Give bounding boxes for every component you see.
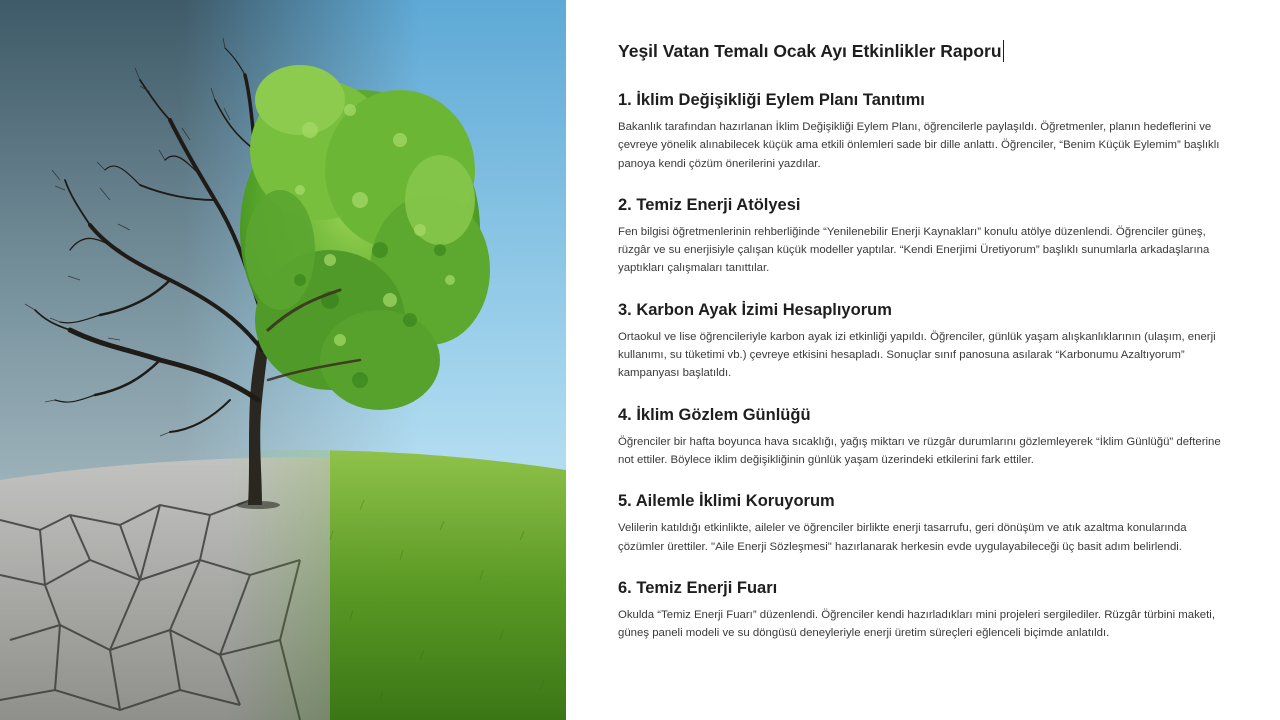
climate-contrast-tree-image — [0, 0, 566, 720]
section-heading: 1. İklim Değişikliği Eylem Planı Tanıtımı — [618, 91, 925, 109]
report-section — [618, 90, 1224, 173]
report-section — [618, 405, 1224, 470]
section-heading: 5. Ailemle İklimi Koruyorum — [618, 492, 835, 511]
section-body: Öğrenciler bir hafta boyunca hava sıcaklığı, yağış miktarı ve rüzgâr durumlarını gözlemleyerek “İklim Günlüğü” defterine not ettiler. Böylece iklim değişikliğinin günlük yaşam üzerindeki etkilerini fark ettiler. — [618, 435, 1221, 466]
section-body: Fen bilgisi öğretmenlerinin rehberliğinde “Yenilenebilir Enerji Kaynakları” konulu atölye düzenlendi. Öğrenciler güneş, rüzgâr ve su enerjisiyle çalışan küçük modeller yaptılar. “Kendi Enerjimi Üretiyorum” başlıklı sunumlarla arkadaşlarına yaptıkları çalışmaları tanıttılar. — [618, 225, 1210, 275]
section-body: Velilerin katıldığı etkinlikte, aileler ve öğrenciler birlikte enerji tasarrufu, geri dönüşüm ve atık azaltma konularında çözümler ürettiler. "Aile Enerji Sözleşmesi" hazırlanarak herkesin evde uygulayabileceği üç basit adım belirlendi. — [618, 522, 1187, 553]
tree-illustration-svg — [0, 0, 566, 720]
report-section — [618, 491, 1224, 556]
section-heading: 4. İklim Gözlem Günlüğü — [618, 405, 811, 424]
report-section — [618, 300, 1224, 383]
section-heading: 3. Karbon Ayak İzimi Hesaplıyorum — [618, 300, 892, 319]
section-body: Ortaokul ve lise öğrencileriyle karbon ayak izi etkinliği yapıldı. Öğrenciler, günlük yaşam alışkanlıklarının (ulaşım, enerji kullanımı, su tüketimi vb.) çevreye etkisini hesapladı. Sonuçlar sınıf panosuna asılarak “Karbonumu Azaltıyorum” kampanyası başlatıldı. — [618, 330, 1216, 380]
report-title[interactable]: Yeşil Vatan Temalı Ocak Ayı Etkinlikler Raporu — [618, 41, 1002, 61]
section-heading: 2. Temiz Enerji Atölyesi — [618, 195, 801, 214]
section-body: Bakanlık tarafından hazırlanan İklim Değişikliği Eylem Planı, öğrencilerle paylaşıldı. Öğretmenler, planın hedeflerini ve çevreye yönelik alınabilecek küçük ama etkili önlemleri sade bir dille anlattı. Öğrenciler, “Benim Küçük Eylemim” başlıklı panoya kendi çözüm önerilerini yazdılar. — [618, 121, 1220, 170]
report-section — [618, 578, 1224, 643]
section-heading: 6. Temiz Enerji Fuarı — [618, 578, 778, 597]
report-section — [618, 195, 1224, 278]
report-text-panel — [566, 0, 1280, 720]
section-body: Okulda “Temiz Enerji Fuarı” düzenlendi. Öğrenciler kendi hazırladıkları mini projeleri sergilediler. Rüzgâr türbini maketi, güneş paneli modeli ve su döngüsü deneyleriyle enerji üretim süreçleri eğlenceli biçimde anlatıldı. — [618, 608, 1215, 640]
